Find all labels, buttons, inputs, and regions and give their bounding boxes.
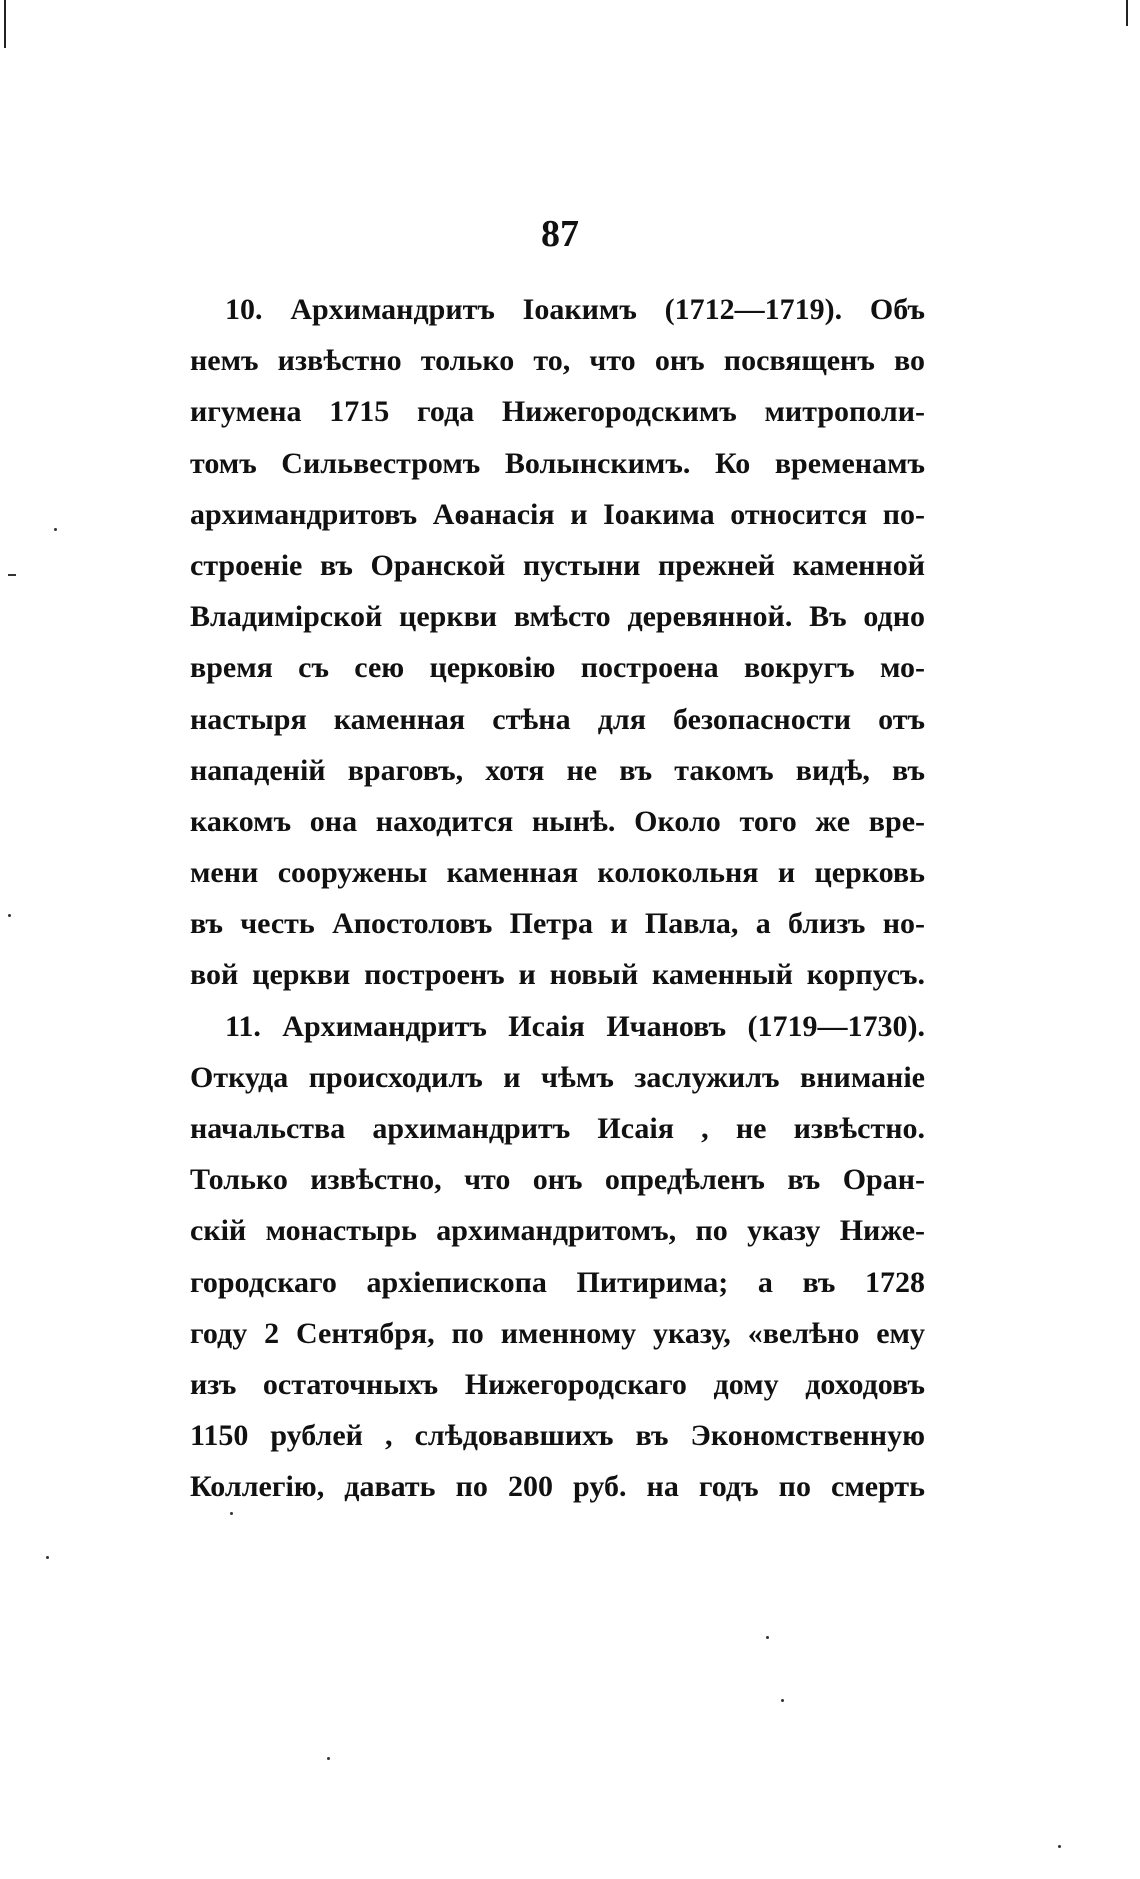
- text-line: 1150 рублей , слѣдовавшихъ въ Экономственную: [190, 1419, 925, 1453]
- text-line: вой церкви построенъ и новый каменный корпусъ.: [190, 958, 925, 992]
- text-line: Коллегію, давать по 200 руб. на годъ по смерть: [190, 1470, 925, 1504]
- scan-edge-mark-right: [1126, 0, 1128, 26]
- text-line: Откуда происходилъ и чѣмъ заслужилъ вниманіе: [190, 1060, 925, 1094]
- scan-speck: [8, 574, 16, 576]
- text-line: время съ сею церковію построена вокругъ мо-: [190, 651, 925, 685]
- scan-speck: [781, 1699, 784, 1702]
- text-line: Владимірской церкви вмѣсто деревянной. Въ одно: [190, 600, 925, 634]
- text-line: настыря каменная стѣна для безопасности отъ: [190, 702, 925, 736]
- text-line: году 2 Сентября, по именному указу, «велѣно ему: [190, 1316, 925, 1350]
- scan-speck: [327, 1757, 330, 1760]
- text-line: изъ остаточныхъ Нижегородскаго дому доходовъ: [190, 1367, 925, 1401]
- scan-speck: [46, 1556, 49, 1559]
- text-line: мени сооружены каменная колокольня и церковь: [190, 856, 925, 890]
- scan-edge-mark-left: [4, 0, 6, 48]
- text-line: въ честь Апостоловъ Петра и Павла, а близъ но-: [190, 907, 925, 941]
- text-line: какомъ она находится нынѣ. Около того же вре-: [190, 804, 925, 838]
- text-line: немъ извѣстно только то, что онъ посвященъ во: [190, 344, 925, 378]
- text-line: игумена 1715 года Нижегородскимъ митрополи-: [190, 395, 925, 429]
- text-line: архимандритовъ Аѳанасія и Іоакима относится по-: [190, 497, 925, 531]
- scan-speck: [766, 1636, 769, 1639]
- text-line: городскаго архіепископа Питирима; а въ 1728: [190, 1265, 925, 1299]
- text-line: Только извѣстно, что онъ опредѣленъ въ Оран-: [190, 1163, 925, 1197]
- scan-speck: [8, 914, 11, 917]
- scan-speck: [1058, 1845, 1061, 1848]
- page-number: 87: [541, 213, 579, 255]
- scan-speck: [230, 1512, 233, 1515]
- scan-speck: [54, 528, 57, 531]
- text-line: нападеній враговъ, хотя не въ такомъ видѣ, въ: [190, 753, 925, 787]
- text-line: томъ Сильвестромъ Волынскимъ. Ко временамъ: [190, 446, 925, 480]
- text-line: 10. Архимандритъ Іоакимъ (1712—1719). Объ: [225, 293, 925, 326]
- body-text: [190, 284, 925, 1513]
- text-line: скій монастырь архимандритомъ, по указу Ниже-: [190, 1214, 925, 1248]
- text-line: начальства архимандритъ Исаія , не извѣстно.: [190, 1112, 925, 1145]
- text-line: 11. Архимандритъ Исаія Ичановъ (1719—1730).: [225, 1009, 925, 1043]
- text-line: строеніе въ Оранской пустыни прежней каменной: [190, 548, 925, 582]
